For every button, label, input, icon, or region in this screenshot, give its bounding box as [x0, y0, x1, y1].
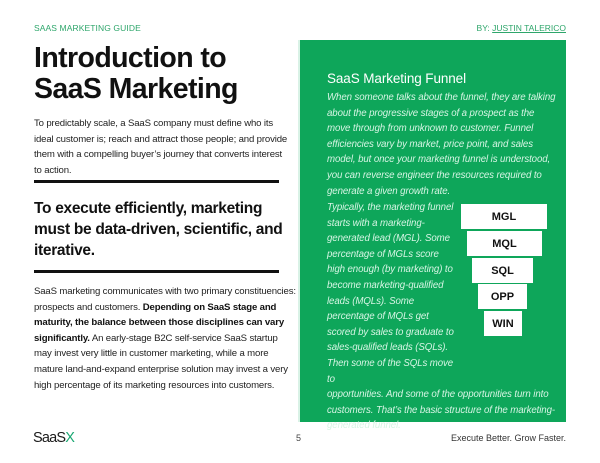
body-text-bold: Depending on SaaS stage and maturity, the balance between those disciplines can vary significantly. [34, 301, 285, 344]
divider [34, 180, 279, 183]
logo-accent: X [65, 430, 75, 446]
saasx-logo [33, 430, 74, 446]
sidebar-box-paragraph-1: When someone talks about the funnel, they are talking about the progressive stages of a prospect as the move through from unknown to customer. Funnel efficiencies vary by market, price point, and sales model, but once your marketing funnel is understood, you can reverse engineer the resources required to generate a given growth rate. [327, 92, 556, 197]
funnel-step-mql: MQL [467, 231, 542, 256]
callout-heading: To execute efficiently, marketing must be data-driven, scientific, and iterative. [34, 200, 283, 259]
author-link[interactable]: JUSTIN TALERICO [492, 23, 566, 33]
body-text-part1: SaaS marketing communicates with two primary constituencies: prospects and customers. [34, 286, 296, 313]
body-paragraph [34, 284, 296, 393]
byline-prefix: BY: [476, 23, 490, 33]
footer-tagline: Execute Better. Grow Faster. [450, 433, 566, 443]
funnel-step-opp: OPP [478, 284, 527, 309]
sidebar-box-paragraph-2-narrow: Typically, the marketing funnel starts with a marketing-generated lead (MGL). Some percentage of MGLs score high enough (by marketing) to become marketing-qualified leads (MQLs). Some percentage of MQLs get scored by sales to graduate to sales-qualified leads (SQLs). Then some of the SQLs move to [327, 202, 454, 385]
page-title: Introduction to SaaS Marketing [34, 42, 238, 105]
byline [477, 23, 566, 33]
body-text-part2: An early-stage B2C self-service SaaS startup may invest very little in customer marketing, while a more mature land-and-expand enterprise solution may invest a very high percentage of its marketing resources into customers. [34, 332, 288, 391]
logo-main: SaaS [33, 430, 66, 446]
funnel-step-mgl: MGL [461, 204, 547, 229]
intro-paragraph: To predictably scale, a SaaS company must define who its ideal customer is; reach and attract those people; and provide them with a compelling buyer’s journey that converts interest to action. [34, 118, 288, 176]
guide-label: SAAS MARKETING GUIDE [34, 23, 141, 33]
funnel-step-sql: SQL [472, 258, 533, 283]
funnel-step-win: WIN [484, 311, 522, 336]
sidebar-box-paragraph-2-wide: opportunities. And some of the opportunities turn into customers. That’s the basic structure of the marketing-generated funnel. [327, 389, 555, 432]
divider [34, 270, 279, 273]
sidebar-box-title: SaaS Marketing Funnel [327, 71, 466, 86]
page-number: 5 [296, 433, 302, 443]
